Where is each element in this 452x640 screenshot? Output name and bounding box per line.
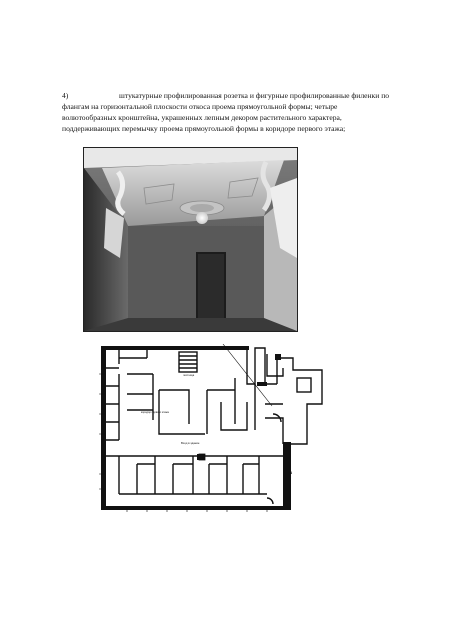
floor-plan bbox=[97, 344, 325, 512]
paragraph-line-2: флангам на горизонтальной плоскости откоса проема прямоугольной формы; четыре bbox=[62, 102, 338, 111]
paragraph-line-1: 4) штукатурные профилированная розетка и фигурные профилированные филенки по bbox=[62, 91, 390, 100]
plan-label-stairs: лестница bbox=[183, 374, 195, 377]
corridor-photo-drawing bbox=[84, 148, 297, 331]
paragraph-line-4: поддерживающих перемычку проема прямоугольной формы в коридоре первого этажа; bbox=[62, 124, 346, 133]
item-number: 4) bbox=[62, 91, 69, 100]
paragraph-line-3: волютообразных кронштейна, украшенных лепным декором растительного характера, bbox=[62, 113, 342, 122]
plan-label-corridor: коридор первого этажа bbox=[141, 411, 169, 414]
plan-label-entrance: Вход в здание bbox=[181, 441, 200, 445]
item-paragraph bbox=[62, 90, 426, 134]
corridor-photo bbox=[83, 147, 298, 332]
floor-plan-drawing bbox=[97, 344, 325, 512]
